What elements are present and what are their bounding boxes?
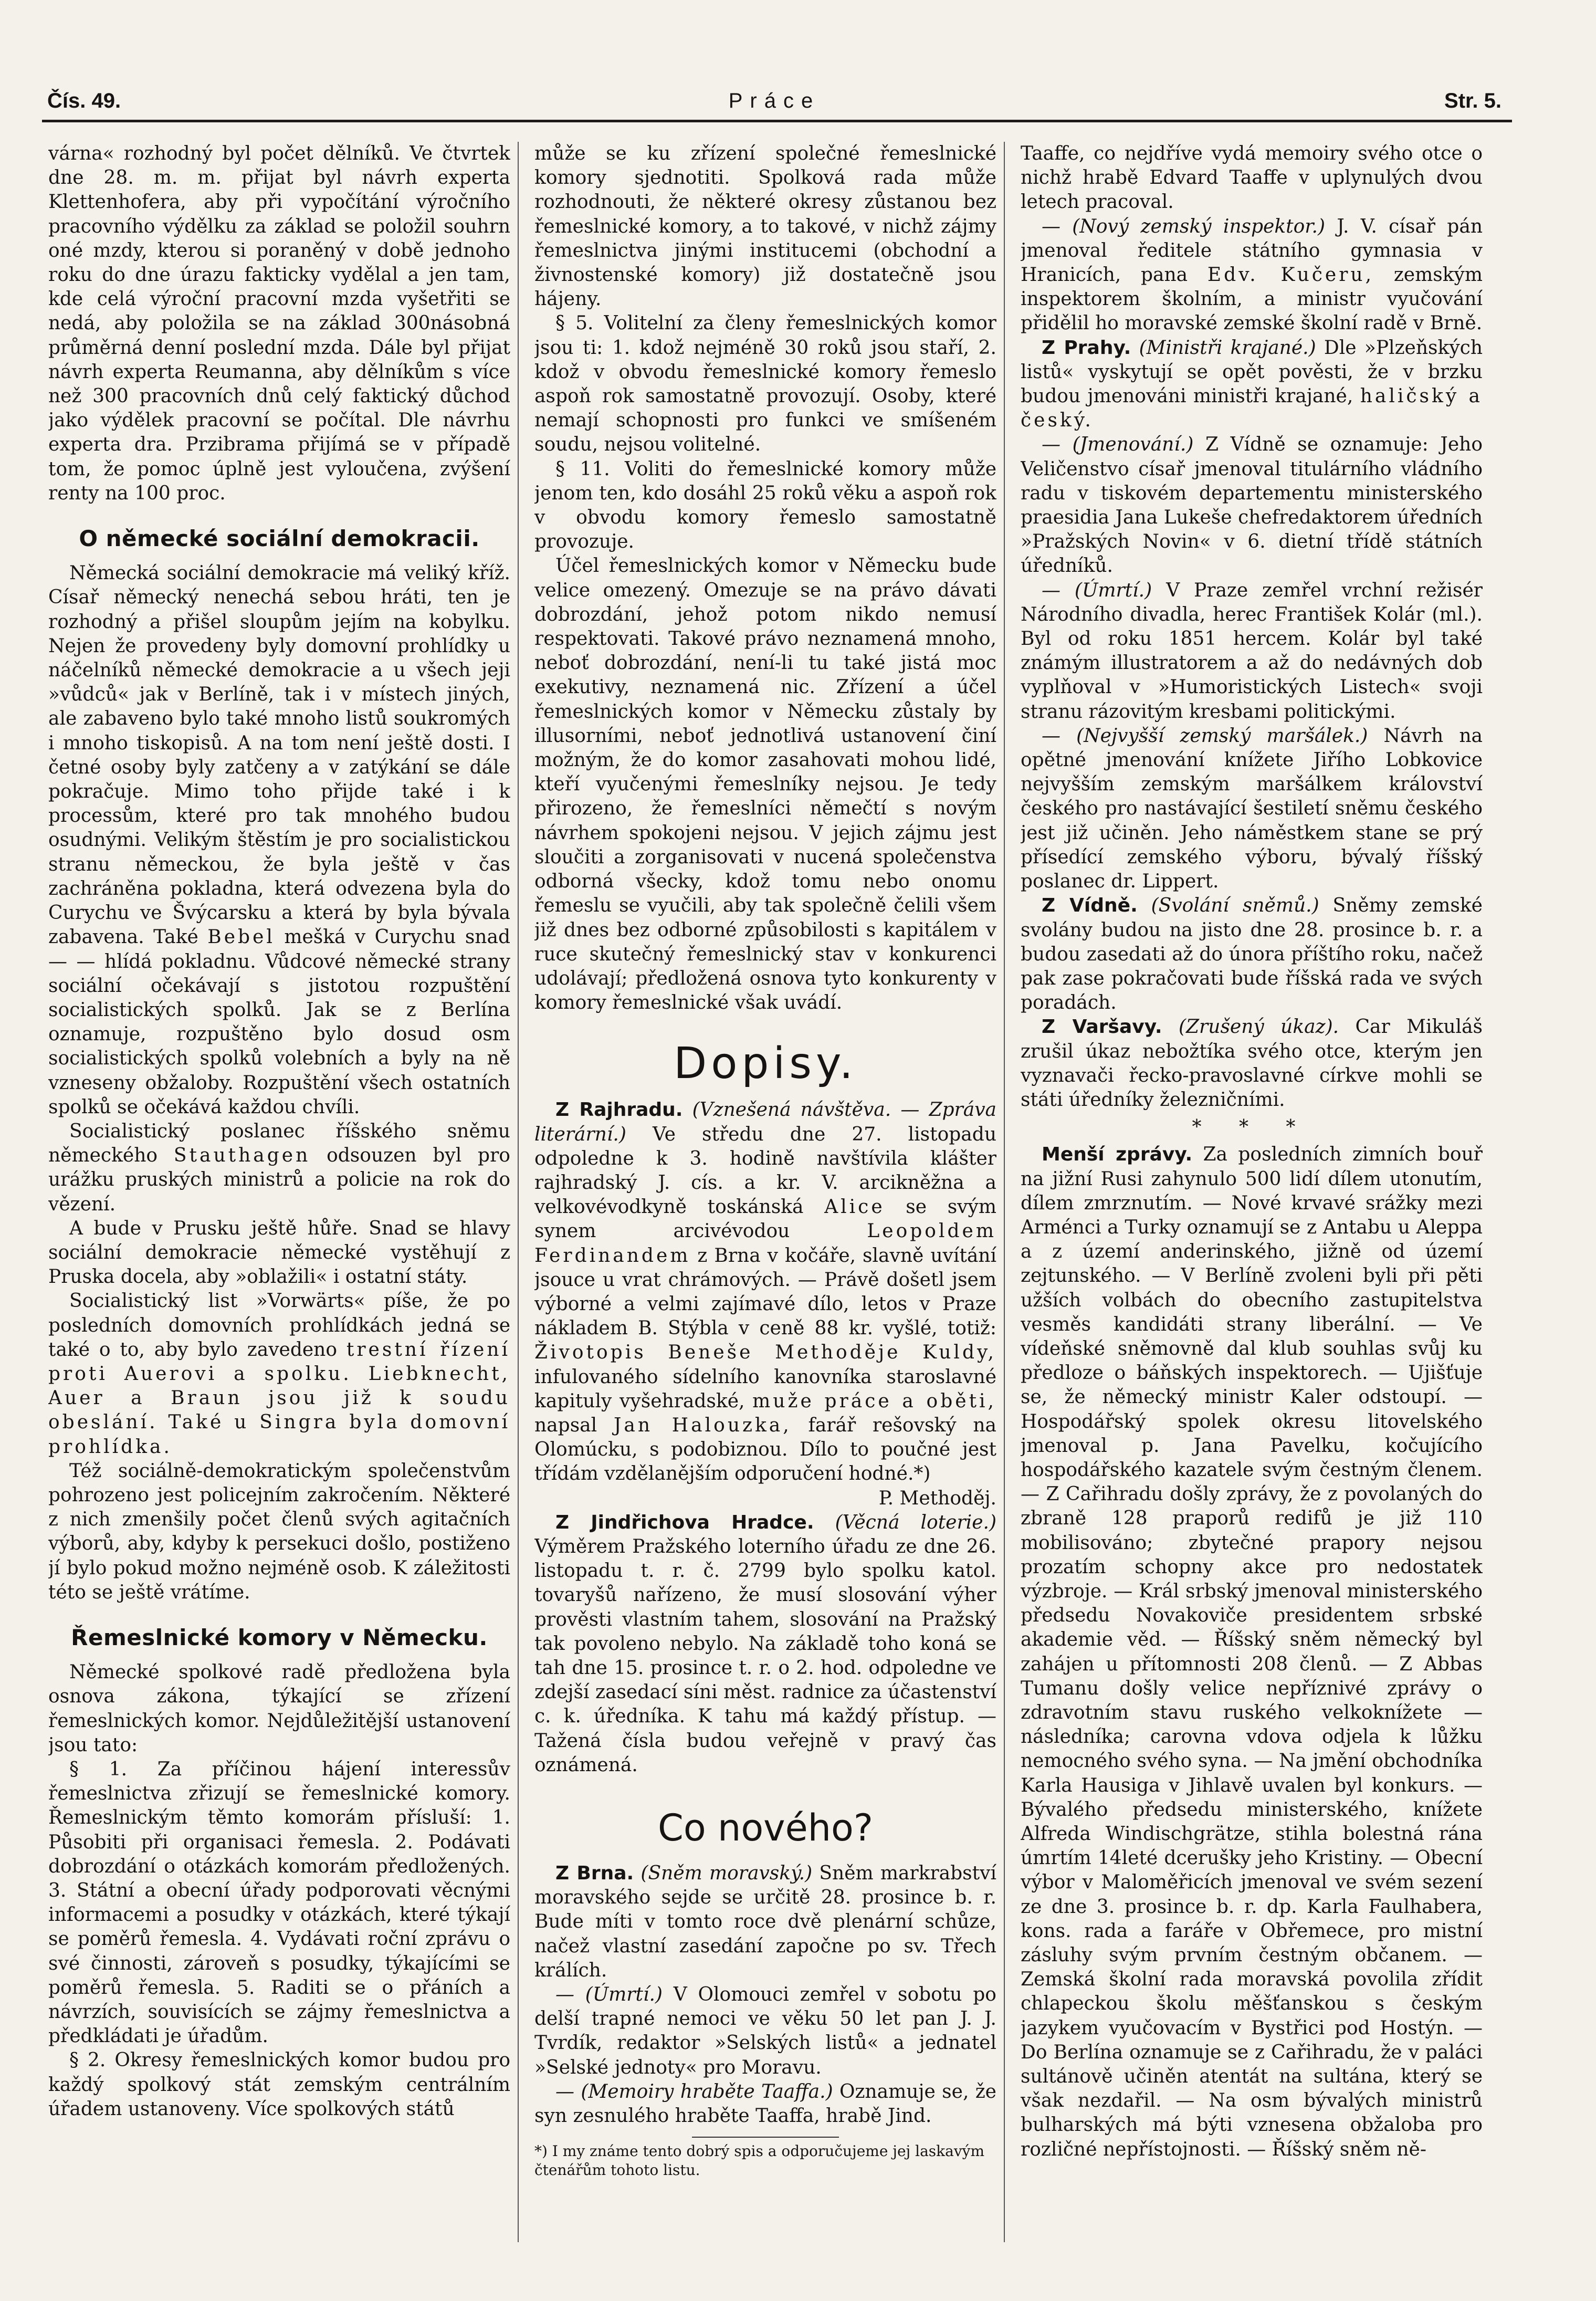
section-heading-dopisy: Dopisy. (674, 1039, 857, 1089)
paragraph: § 2. Okresy řemeslnických komor budou pro každý spolkový stát zemským centrálním úřadem ustanoveny. Více spolkových států (48, 2049, 510, 2120)
page-header (42, 84, 1507, 122)
column-2 (534, 142, 996, 2253)
text: Sněm markrabství moravského sejde se určitě 28. prosince b. r. Bude míti v tomto roce dvě plenární schůze, načež vlastní zasedání započne po sv. Třech králích. (534, 1863, 996, 1981)
dateline: Z Jindřichova Hradce. (555, 1511, 814, 1533)
name-halouzka: Jan Halouzka, (613, 1414, 792, 1436)
subheading: (Věcná loterie.) (835, 1511, 996, 1533)
name-bebel: Bebel (207, 926, 275, 948)
text: napsal (534, 1414, 597, 1436)
text: Za posledních zimních bouř na jižní Rusi zahynulo 500 lidí dílem utonutím, dílem zmrznutím. — Nové krvavé srážky mezi Arménci a Turky oznamují se z Antabu u Aleppa a z území anderinského, jižně od území zejtunského. — V Berlíně zvoleni byli při pěti užších volbách do obecního zastupitelstva vesměs kandidáti strany liberální. — Ve vídeňské sněmovně dal klub souhlas svůj ku předloze o báňských inspektorech. — Ujišťuje se, že německý ministr Kaler odstoupí. — Hospodářský spolek okresu litovelského jmenoval p. Jana Pavelku, kočujícího hospodářského kazatele svým čestným členem. — Z Cařihradu došly zprávy, že z povolaných do zbraně 128 praporů redifů je již 110 mobilisováno; zbytečné prapory nejsou prozatím schopny akce pro nedostatek výzbroje. — Král srbský jmenoval ministerského předsedu Novakoviče presidentem srbské akademie věd. — Říšský sněm německý byl zahájen u přítomnosti 208 členů. — Z Abbas Tumanu došly velice nepříznivé zprávy o zdravotním stavu ruského velkoknížete — následníka; carovna vdova odjela k lůžku nemocného svého syna. — Na jmění obchodníka Karla Hausiga v Jihlavě uvalen byl konkurs. — Bývalého předsedu ministerského, knížete Alfreda Windischgrätze, stihla bolestná rána úmrtím 14leté dcerušky jeho Kristiny. — Obecní výbor v Maloměřicích jmenoval ve svém sezení ze dne 3. prosince b. r. dp. Karla Faulhabera, kons. rada a faráře v Obřemece, pro mistní zásluhy svým prvním čestným občanem. — Zemská školní rada moravská povolila zřídit chlapeckou školu měšťanskou s českým jazykem vyučovacím v Bystřici pod Hostýn. — Do Berlína oznamuje se z Cařihradu, že v paláci sultánově učiněn atentát na sultána, který se však nezdařil. — Na osm bývalých ministrů bulharských má býti vznesena obžaloba pro rozličné nepřístojnosti. — Říšský sněm ně- (1021, 1144, 1483, 2160)
name-kucera: Edv. Kučeru, (1207, 264, 1374, 286)
column-3 (1021, 142, 1483, 2253)
header-rule (42, 120, 1512, 122)
news-jmenovani (1021, 433, 1483, 578)
masthead-title: Práce (728, 89, 821, 112)
letter-rajhrad (534, 1098, 996, 1486)
text: Car Mikuláš zrušil úkaz nebožtíka svého otce, kterým jen vyznavači řecko-pravoslavné církve mohli se státi úředníky železničními. (1021, 1016, 1483, 1111)
subheading: (Vznešená návštěva. — Zpráva literární.) (534, 1099, 996, 1145)
dateline: Z Brna. (555, 1863, 634, 1884)
dateline: Z Varšavy. (1042, 1016, 1162, 1038)
footnote-rule (692, 2137, 839, 2138)
paragraph: Taaffe, co nejdříve vydá memoiry svého otce o nichž hrabě Edvard Taaffe v uplynulých dvou letech pracoval. (1021, 143, 1483, 213)
page-number: Str. 5. (1444, 89, 1502, 112)
text: Německá sociální demokracie má veliký kříž. Císař německý nenechá sebou hráti, ten je rozhodný a přišel sloupům jejím na kobylku. Nejen že provedeny byly domovní prohlídky u náčelníků německé demokracie a u všech jeji »vůdců« jak v Berlíně, tak i v místech jiných, ale zabaveno bylo také mnoho listů soukromých i mnoho tiskopisů. A na tom není ještě dosti. I četné osoby byly zatčeny a v zatýkání se dále pokračuje. Mimo toho přijde také i k processům, které pro tak mnohého budou osudnými. Velikým štěstím je pro socialistickou stranu německou, že byla ještě v čas zachráněna pokladna, která odvezena byla do Curychu ve Švýcarsku a která by byla bývala zabavena. Také (48, 562, 510, 948)
dateline: Z Prahy. (1042, 337, 1131, 359)
news-praha (1021, 336, 1483, 433)
paragraph: § 11. Voliti do řemeslnické komory může jenom ten, kdo dosáhl 25 roků věku a aspoň rok v obvodu komory řemeslo samostatně provozuje. (534, 458, 996, 553)
paragraph (48, 1289, 510, 1459)
paragraph: Účel řemeslnických komor v Německu bude velice omezený. Omezuje se na právo dávati dobrozdání, jehož potom nikdo nemusí respektovati. Takové právo neznamená mnoho, neboť dobrozdání, není-li tu také jistá moc exekutivy, neznamená nic. Zřízení a účel řemeslnických komor v Německu zůstaly by illusorními, neboť jednotlivá ustanovení činí možným, že do komor zasahovati mohou lidé, kteří vyučenými řemeslníky nejsou. Je tedy přirozeno, že řemeslníci němečtí s novým návrhem spokojeni nejsou. V jejich zájmu jest sloučiti a zorganisovati v nucená společenstva odborná všecky, kdož tomu nebo onomu řemeslu se vyučili, aby tak společně čelili všem již dnes bez odborné způsobilosti s kapitálem v ruce skutečný řemeslnický stav v konkurenci udolávají; předložená osnova tyto konkurenty v komory řemeslnické však uvádí. (534, 555, 996, 1014)
issue-number: Čís. 49. (47, 89, 121, 112)
dateline: Z Rajhradu. (555, 1099, 683, 1121)
column-divider (518, 142, 519, 2242)
text: odsouzen byl pro urážku pruských ministrů a policie na rok do vězení. (48, 1145, 510, 1215)
footnote: *) I my známe tento dobrý spis a odporučujeme jej laskavým čtenářům tohoto listu. (534, 2142, 985, 2179)
text: Návrh na opětné jmenování knížete Jiřího Lobkovice nejvyšším zemským maršálkem království českého pro nastávající šestiletí sněmu českého jest již učiněn. Jeho náměstkem stane se prý přísedící zemského výboru, bývalý říšský poslanec dr. Lippert. (1021, 725, 1483, 893)
text: farář rešovský na Olomúcku, s podobiznou. Dílo to poučné jest třídám vzdělanějším odporučení hodné.*) (534, 1414, 996, 1485)
news-umrti (1021, 579, 1483, 724)
text: infulovaného sídelního kanovníka staroslavné kapituly vyšehradské, (534, 1366, 996, 1412)
text: V Praze zemřel vrchní režisér Národního divadla, herec František Kolár (ml.). Byl od roku (1021, 579, 1483, 650)
subheading: — (Jmenování.) (1042, 434, 1194, 456)
text: Socialistický poslanec říšského sněmu německého (48, 1120, 510, 1167)
section-stars: * * * (1192, 1116, 1311, 1138)
section-heading-co-noveho: Co nového? (658, 1806, 873, 1849)
text: Dle »Plzeňských listů« vyskytují se opět pověsti, že v brzku budou jmenováni ministři krajané, (1021, 337, 1483, 407)
news-inspektor (1021, 215, 1483, 336)
subheading: — (Nejvyšší zemský maršálek.) (1042, 725, 1368, 747)
subheading: (Sněm moravský.) (640, 1863, 813, 1884)
text: V Olomouci zemřel v sobotu po delší trapné nemoci ve věku 50 let pan J. J. Tvrdík, redaktor »Selských listů« a jednatel »Selské jednoty« pro Moravu. (534, 1984, 996, 2078)
text: Výměrem Pražského loterního úřadu ze dne 26. listopadu t. r. č. 2799 bylo spolku katol. tovaryšů nařízeno, že musí slosování výher prověsti vlastním tahem, slosování na Pražský tak povoleno nebylo. Na základě toho koná se tah dne 15. prosince t. r. o 2. hod. odpoledne ve zdejší zasedací síni měst. radnice za účastenství c. k. úředníka. K tahu má každý přístup. — Tažená čísla budou veřejně v pravý čas oznámená. (534, 1535, 996, 1776)
subheading: (Svolání sněmů.) (1151, 895, 1319, 917)
paragraph: A bude v Prusku ještě hůře. Snad se hlavy sociální demokracie německé vystěhují z Pruska docela, aby »oblažili« i ostatní státy. (48, 1217, 510, 1288)
column-1 (48, 142, 510, 2253)
subheading: Menší zprávy. (1042, 1144, 1193, 1166)
subheading: (Ministři krajané.) (1139, 337, 1316, 359)
news-mensi-zpravy (1021, 1143, 1483, 2162)
text: mešká v Curychu snad — — hlídá pokladnu. Vůdcové německé strany sociální očekávají s jistotou rozpuštění socialistických spolků. Jak se z Berlína oznamuje, rozpuštěno bylo dosud osm socialistických spolků volebních a byly na ně vzneseny obžaloby. Rozpuštění všech ostatních spolků se očekává každou chvíli. (48, 926, 510, 1118)
text: Oznamuje se, že syn zesnulého hraběte Taaffa, hrabě Jind. (534, 2080, 996, 2127)
news-varsava (1021, 1015, 1483, 1112)
news-memoiry (534, 2080, 996, 2128)
paragraph: může se ku zřízení společné řemeslnické komory sjednotiti. Spolková rada může rozhodnouti, že některé okresy zůstanou bez řemeslnické komory, a to takové, v nichž zájmy řemeslnictva jinými institucemi (obchodní a živnostenské komory) již dostatečně jsou hájeny. (534, 143, 996, 310)
section-heading: O německé sociální demokracii. (79, 526, 480, 552)
subheading: — (Nový zemský inspektor.) (1042, 215, 1326, 237)
letter-jindrichuv-hradec (534, 1511, 996, 1777)
text: zemským inspektorem školním, a ministr vyučování přidělil ho moravské zemské školní radě v Brně. (1021, 264, 1483, 334)
news-umrti (534, 1983, 996, 2080)
subheading: — (Úmrtí.) (1042, 579, 1152, 601)
name-stauthagen: Stauthagen (173, 1145, 311, 1167)
column-divider (1004, 142, 1005, 2242)
text: Z Vídně se oznamuje: Jeho Veličenstvo císař jmenoval titulárního vládního radu v tiskovém departementu ministerského praesidia Jana Lukeše chefredaktorem úředních »Pražských Novin« v 6. dietní třídě státních úředníků. (1021, 434, 1483, 577)
paragraph: § 1. Za příčinou hájení interessův řemeslnictva zřizují se řemeslnické komory. Řemeslnickým těmto komorám přísluší: 1. Působiti při organisaci řemesla. 2. Podávati dobrozdání o otázkách komorám předložených. 3. Státní a obecní úřady podporovati věcnými informacemi a posudky v otázkách, které týkají se poměrů řemesla. 4. Vydávati roční zprávu o své činnosti, zároveň s posudky, týkajícími se poměrů řemesla. 5. Raditi se o přáních a návrzích, souvisících se zájmy řemeslnictva a předkládati je úřadům. (48, 1759, 510, 2047)
text: J. V. císař pán jmenoval ředitele státního gymnasia v Hranicích, pana (1021, 215, 1483, 286)
subheading: (Zrušený úkaz). (1179, 1016, 1339, 1038)
text: se svým synem arcivévodou (534, 1196, 996, 1242)
text: Ve středu dne 27. listopadu odpoledne k 3. hodině navštívila klášter rajhradský J. cís. a kr. V. arcikněžna a velkovévodkyně toskánská (534, 1123, 996, 1218)
dateline: Z Vídně. (1042, 895, 1138, 917)
text: hercem. Kolár byl také známým illustratorem a až do nedávných dob vyplňoval v »Humoristických Listech« svoji stranu rázovitým kresbami politickými. (1021, 628, 1483, 723)
name-alice: Alice (824, 1196, 885, 1218)
news-marsalek (1021, 724, 1483, 894)
text: Sněmy zemské svolány budou na jisto dne 28. prosince b. r. a budou zasedati až do února příštího roku, načež pak zase pokračovati bude říšská rada ve svých poradách. (1021, 895, 1483, 1014)
spaced-text: trestní řízení proti Auerovi a spolku. Liebknecht, Auer a Braun jsou již k soudu obeslání. Také u Singra byla domovní prohlídka. (48, 1338, 510, 1458)
subheading: — (Memoiry hraběte Taaffa.) (555, 2080, 833, 2103)
news-brno (534, 1861, 996, 1983)
paragraph (48, 561, 510, 1120)
book-title: Životopis Beneše Methoděje Kuldy, (534, 1342, 996, 1364)
paragraph: Německé spolkové radě předložena byla osnova zákona, týkající se zřízení řemeslnických komor. Nejdůležitější ustanovení jsou tato: (48, 1661, 510, 1756)
paragraph: Též sociálně-demokratickým společenstvům pohrozeno jest policejním zakročením. Některé z nich zmenšily počet členů svých agitačních výborů, aby, kdyby k persekuci došlo, postiženo jí bylo pokud možno nejméně osob. K záležitosti této se ještě vrátíme. (48, 1460, 510, 1603)
section-heading: Řemeslnické komory v Německu. (71, 1624, 488, 1650)
paragraph: várna« rozhodný byl počet dělníků. Ve čtvrtek dne 28. m. m. přijat byl návrh experta Klettenhofera, aby při vypočítání výročního pracovního výdělku za základ se položil souhrn oné mzdy, kterou si poraněný v době jednoho roku do dne úrazu fakticky vydělal a jen tam, kde celá výroční pracovní mzda vyšetřiti se nedá, aby položila se na základ 300násobná průměrná denní poslední mzda. Dále byl přijat návrh experta Reumanna, aby dělníkům s více než 300 pracovních dnů celý faktický důchod jako výdělek pracovní se počítal. Dle návrhu experta dra. Przibrama přijímá se v případě tom, že pomoc úplně jest vyloučena, zvýšení renty na 100 proc. (48, 143, 510, 504)
text: z Brna v kočáře, slavně uvítání jsouce u vrat chrámových. — Právě došetl jsem výborné a velmi zajímavé dílo, letos v Praze nákladem B. Stýbla v ceně 88 kr. vyšlé, totiž: (534, 1244, 996, 1340)
paragraph (48, 1120, 510, 1217)
news-viden (1021, 894, 1483, 1015)
subheading: — (Úmrtí.) (555, 1984, 663, 2006)
signature: P. Methoděj. (878, 1487, 996, 1509)
name-leopold: Leopoldem Ferdinandem (534, 1220, 996, 1267)
spaced-text: haličský a český. (1021, 385, 1483, 432)
paragraph: § 5. Volitelní za členy řemeslnických komor jsou ti: 1. kdož nejméně 30 roků jsou staří, 2. kdož v obvodu řemeslnické komory řemeslo aspoň rok samostatně provozují. Osoby, které nemají schopnosti pro funkci ve smíšeném soudu, nejsou volitelné. (534, 312, 996, 456)
spaced-text: muže práce a oběti, (752, 1390, 996, 1412)
text: Socialistický list »Vorwärts« píše, že po posledních domovních prohlídkách jedná se také o to, aby bylo zavedeno (48, 1290, 510, 1361)
year: 1851 (1168, 628, 1217, 650)
